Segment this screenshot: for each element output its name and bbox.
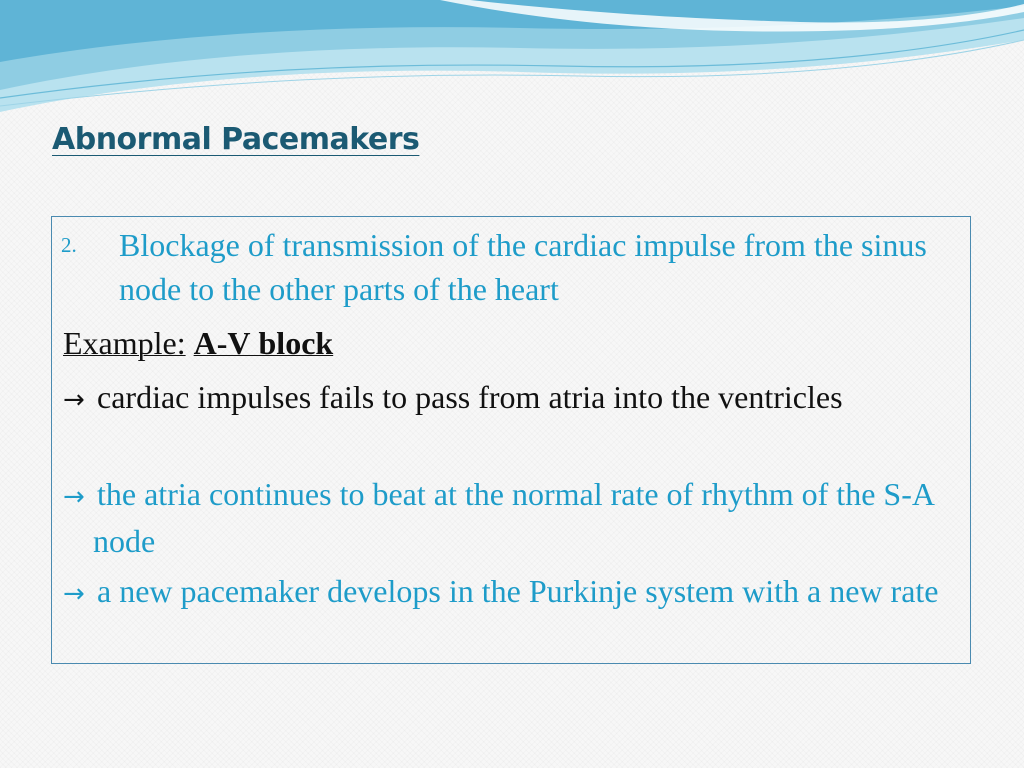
- arrow-point-3: [63, 569, 958, 616]
- page-title: Abnormal Pacemakers: [52, 122, 420, 157]
- numbered-point-text: Blockage of transmission of the cardiac impulse from the sinus node to the other parts of the heart: [119, 227, 927, 307]
- right-arrow-icon: →: [63, 482, 85, 512]
- arrow-point-1: [63, 375, 958, 422]
- numbered-point: [61, 223, 966, 311]
- arrow-point-text: the atria continues to beat at the normal rate of rhythm of the S-A node: [93, 476, 934, 559]
- arrow-point-text: a new pacemaker develops in the Purkinje system with a new rate: [97, 573, 939, 609]
- example-value-part2: block: [258, 325, 334, 361]
- example-value-part1: A-V: [193, 325, 251, 361]
- right-arrow-icon: →: [63, 385, 85, 415]
- right-arrow-icon: →: [63, 579, 85, 609]
- example-line: [63, 321, 333, 365]
- arrow-point-2: [63, 472, 958, 563]
- header-wave-decoration: [0, 0, 1024, 120]
- list-number: 2.: [61, 233, 77, 257]
- content-box: [51, 216, 971, 664]
- example-label: Example:: [63, 325, 186, 361]
- arrow-point-text: cardiac impulses fails to pass from atria into the ventricles: [97, 379, 843, 415]
- example-value: [194, 325, 334, 361]
